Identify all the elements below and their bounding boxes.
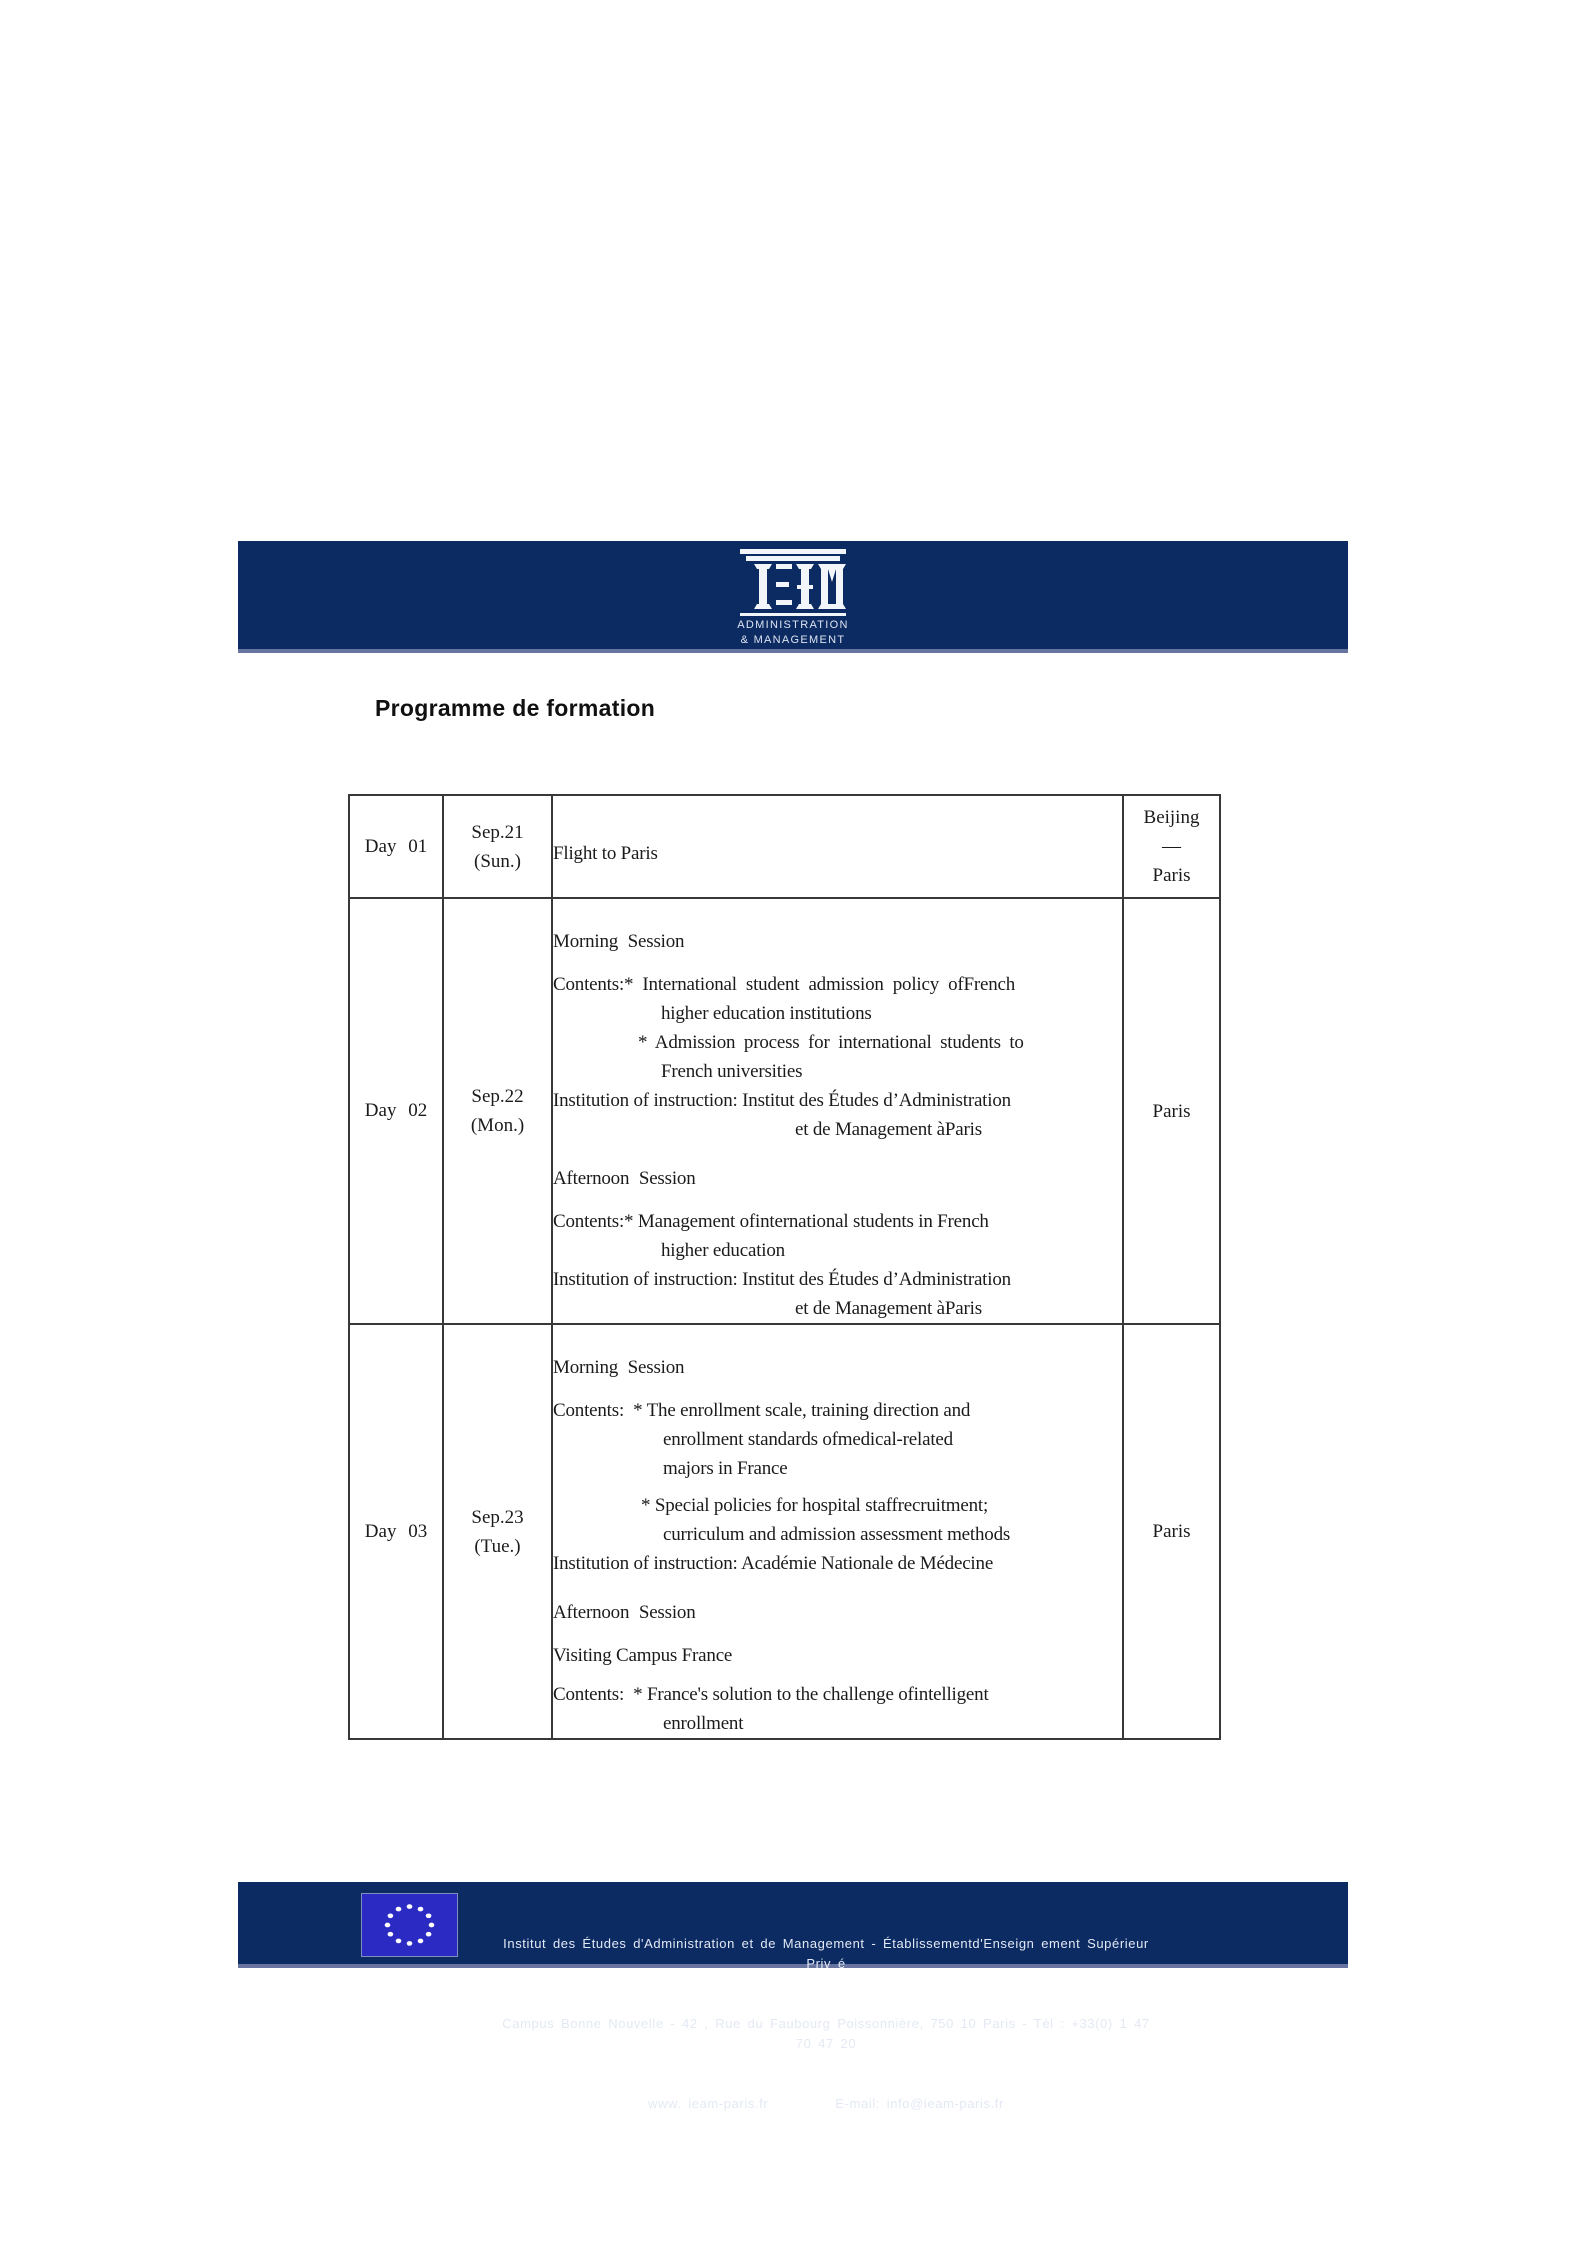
ieam-columns-icon xyxy=(728,549,858,617)
content-line: Afternoon Session xyxy=(553,1602,696,1623)
content-line: Flight to Paris xyxy=(553,842,658,864)
programme-table xyxy=(348,794,1221,1740)
content-line: Contents:* International student admission policy ofFrench xyxy=(553,974,1016,995)
day-cell: Day 03 xyxy=(349,1324,443,1739)
table-row-day02 xyxy=(349,898,1220,1324)
content-line: Contents: * France's solution to the challenge ofintelligent xyxy=(553,1684,989,1705)
content-line: Institution of instruction: Académie Nationale de Médecine xyxy=(553,1553,994,1574)
content-line: enrollment xyxy=(663,1713,744,1734)
content-cell xyxy=(552,1324,1123,1739)
location-line: Beijing xyxy=(1143,807,1200,828)
content-line: Afternoon Session xyxy=(553,1168,696,1189)
location-cell xyxy=(1123,898,1220,1324)
content-line: * Admission process for international students to xyxy=(638,1032,1024,1053)
content-line: curriculum and admission assessment methods xyxy=(663,1524,1011,1545)
location-cell xyxy=(1123,1324,1220,1739)
date-line: Sep.21 xyxy=(471,821,524,843)
content-line: French universities xyxy=(661,1061,803,1082)
table-row-day03 xyxy=(349,1324,1220,1739)
content-line: higher education xyxy=(661,1240,785,1261)
location-line: — xyxy=(1162,836,1181,857)
location-line: Paris xyxy=(1152,1100,1191,1122)
content-line: Institution of instruction: Institut des Études d’Administration xyxy=(553,1269,1011,1290)
date-line: (Tue.) xyxy=(474,1535,521,1557)
content-line: Morning Session xyxy=(553,1357,685,1378)
day-cell: Day 01 xyxy=(349,795,443,898)
content-line: * Special policies for hospital staffrecruitment; xyxy=(641,1495,989,1516)
location-line: Paris xyxy=(1152,865,1191,886)
content-line: et de Management àParis xyxy=(795,1119,982,1140)
content-cell xyxy=(552,898,1123,1324)
content-line: Visiting Campus France xyxy=(553,1645,733,1666)
date-line: (Sun.) xyxy=(474,850,521,872)
date-cell xyxy=(443,795,552,898)
content-line: Contents:* Management ofinternational students in French xyxy=(553,1211,989,1232)
content-line: Contents: * The enrollment scale, training direction and xyxy=(553,1400,971,1421)
logo-subtitle-line1: ADMINISTRATION xyxy=(737,619,849,631)
content-line: Institution of instruction: Institut des Études d’Administration xyxy=(553,1090,1011,1111)
eu-flag-icon xyxy=(362,1894,457,1956)
date-cell xyxy=(443,1324,552,1739)
content-line: Morning Session xyxy=(553,931,685,952)
content-line: higher education institutions xyxy=(661,1003,872,1024)
location-cell xyxy=(1123,795,1220,898)
content-line: majors in France xyxy=(663,1458,788,1479)
day-cell: Day 02 xyxy=(349,898,443,1324)
date-line: Sep.23 xyxy=(471,1506,524,1528)
date-cell xyxy=(443,898,552,1324)
content-line: et de Management àParis xyxy=(795,1298,982,1319)
date-line: (Mon.) xyxy=(470,1115,525,1136)
header-band xyxy=(238,541,1348,653)
footer-contact-block xyxy=(495,1882,1157,2154)
footer-line-address: Campus Bonne Nouvelle - 42 , Rue du Faubourg Poissonnière, 750 10 Paris - Tél : +33(0) 1 47 70 47 20 xyxy=(502,2016,1157,2051)
footer-band xyxy=(238,1882,1348,2111)
ieam-logo xyxy=(727,549,859,647)
page-title: Programme de formation xyxy=(375,695,656,721)
content-line: enrollment standards ofmedical-related xyxy=(663,1429,953,1450)
table-row-day01 xyxy=(349,795,1220,898)
footer-line-web-email: www. ieam-paris.fr E-mail: info@ieam-paris.fr xyxy=(648,2096,1004,2111)
logo-subtitle-line2: & MANAGEMENT xyxy=(740,634,846,646)
location-line: Paris xyxy=(1152,1521,1191,1542)
footer-line-institute: Institut des Études d'Administration et de Management - Établissementd'Enseign ement Supérieur Priv é xyxy=(503,1936,1156,1971)
content-cell xyxy=(552,795,1123,898)
date-line: Sep.22 xyxy=(471,1086,524,1107)
